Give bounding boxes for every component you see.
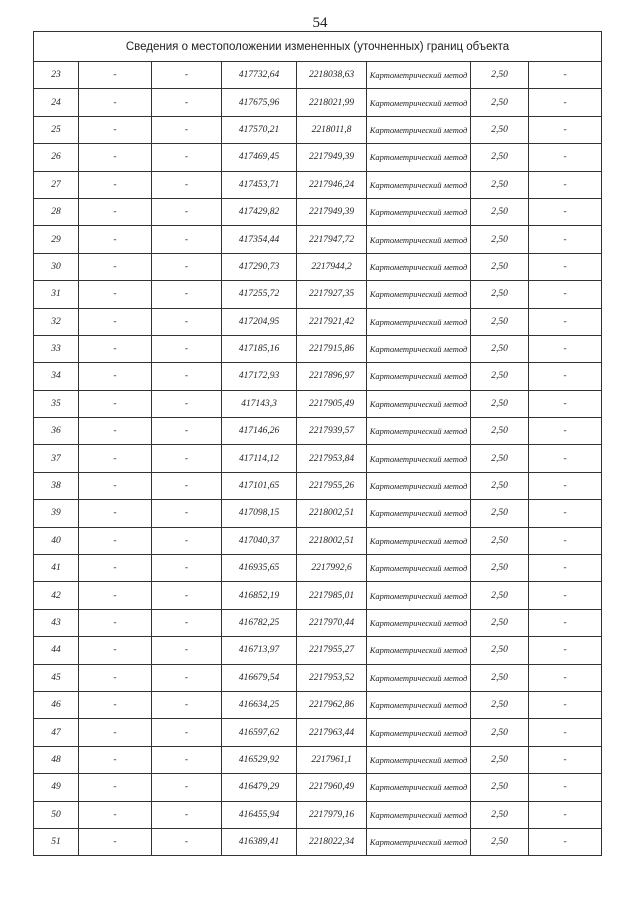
table-row (34, 664, 602, 691)
old-x-cell: - (79, 664, 152, 691)
method-text: Картометрический метод (369, 124, 468, 135)
y-coordinate-cell: 2217960,49 (297, 774, 367, 801)
x-coordinate-cell: 416852,19 (222, 582, 297, 609)
table-row (34, 445, 602, 472)
x-coordinate-cell: 417098,15 (222, 500, 297, 527)
description-cell: - (529, 472, 602, 499)
y-coordinate-cell: 2218002,51 (297, 500, 367, 527)
method-cell (367, 500, 471, 527)
description-cell: - (529, 828, 602, 855)
point-number-cell: 23 (34, 62, 79, 89)
table-row (34, 472, 602, 499)
description-cell: - (529, 226, 602, 253)
method-cell (367, 555, 471, 582)
method-cell (367, 664, 471, 691)
old-x-cell: - (79, 390, 152, 417)
old-y-cell: - (152, 500, 222, 527)
y-coordinate-cell: 2218002,51 (297, 527, 367, 554)
old-y-cell: - (152, 253, 222, 280)
method-cell (367, 828, 471, 855)
y-coordinate-cell: 2217985,01 (297, 582, 367, 609)
point-number-cell: 42 (34, 582, 79, 609)
description-cell: - (529, 363, 602, 390)
description-cell: - (529, 62, 602, 89)
old-x-cell: - (79, 226, 152, 253)
accuracy-cell: 2,50 (471, 472, 529, 499)
x-coordinate-cell: 417255,72 (222, 281, 297, 308)
table-row (34, 527, 602, 554)
table-row (34, 555, 602, 582)
point-number-cell: 50 (34, 801, 79, 828)
old-x-cell: - (79, 691, 152, 718)
method-text: Картометрический метод (369, 535, 468, 546)
method-text: Картометрический метод (369, 563, 468, 574)
method-text: Картометрический метод (369, 371, 468, 382)
x-coordinate-cell: 417469,45 (222, 144, 297, 171)
method-text: Картометрический метод (369, 837, 468, 848)
method-cell (367, 171, 471, 198)
old-y-cell: - (152, 335, 222, 362)
method-text: Картометрический метод (369, 426, 468, 437)
table-row (34, 253, 602, 280)
accuracy-cell: 2,50 (471, 418, 529, 445)
old-y-cell: - (152, 719, 222, 746)
method-cell (367, 281, 471, 308)
table-row (34, 198, 602, 225)
accuracy-cell: 2,50 (471, 637, 529, 664)
accuracy-cell: 2,50 (471, 253, 529, 280)
y-coordinate-cell: 2217953,84 (297, 445, 367, 472)
description-cell: - (529, 500, 602, 527)
y-coordinate-cell: 2217947,72 (297, 226, 367, 253)
old-y-cell: - (152, 774, 222, 801)
description-cell: - (529, 171, 602, 198)
x-coordinate-cell: 417732,64 (222, 62, 297, 89)
method-text: Картометрический метод (369, 727, 468, 738)
method-cell (367, 445, 471, 472)
accuracy-cell: 2,50 (471, 335, 529, 362)
method-text: Картометрический метод (369, 754, 468, 765)
method-cell (367, 801, 471, 828)
method-cell (367, 637, 471, 664)
point-number-cell: 36 (34, 418, 79, 445)
old-x-cell: - (79, 609, 152, 636)
method-cell (367, 774, 471, 801)
method-cell (367, 89, 471, 116)
method-cell (367, 582, 471, 609)
y-coordinate-cell: 2217955,26 (297, 472, 367, 499)
method-cell (367, 335, 471, 362)
description-cell: - (529, 445, 602, 472)
point-number-cell: 28 (34, 198, 79, 225)
old-x-cell: - (79, 418, 152, 445)
old-y-cell: - (152, 664, 222, 691)
description-cell: - (529, 281, 602, 308)
x-coordinate-cell: 416782,25 (222, 609, 297, 636)
old-y-cell: - (152, 144, 222, 171)
old-y-cell: - (152, 226, 222, 253)
y-coordinate-cell: 2217946,24 (297, 171, 367, 198)
method-text: Картометрический метод (369, 261, 468, 272)
method-text: Картометрический метод (369, 316, 468, 327)
description-cell: - (529, 691, 602, 718)
accuracy-cell: 2,50 (471, 774, 529, 801)
accuracy-cell: 2,50 (471, 801, 529, 828)
table-row (34, 719, 602, 746)
method-cell (367, 691, 471, 718)
accuracy-cell: 2,50 (471, 609, 529, 636)
old-y-cell: - (152, 801, 222, 828)
old-y-cell: - (152, 527, 222, 554)
point-number-cell: 30 (34, 253, 79, 280)
page-number: 54 (312, 15, 328, 31)
y-coordinate-cell: 2217915,86 (297, 335, 367, 362)
y-coordinate-cell: 2217896,97 (297, 363, 367, 390)
old-y-cell: - (152, 637, 222, 664)
point-number-cell: 29 (34, 226, 79, 253)
point-number-cell: 40 (34, 527, 79, 554)
description-cell: - (529, 527, 602, 554)
old-x-cell: - (79, 308, 152, 335)
point-number-cell: 33 (34, 335, 79, 362)
y-coordinate-cell: 2217961,1 (297, 746, 367, 773)
old-y-cell: - (152, 582, 222, 609)
point-number-cell: 25 (34, 116, 79, 143)
point-number-cell: 47 (34, 719, 79, 746)
old-y-cell: - (152, 308, 222, 335)
table-row (34, 363, 602, 390)
description-cell: - (529, 774, 602, 801)
table-row (34, 281, 602, 308)
method-cell (367, 418, 471, 445)
accuracy-cell: 2,50 (471, 226, 529, 253)
accuracy-cell: 2,50 (471, 198, 529, 225)
accuracy-cell: 2,50 (471, 171, 529, 198)
old-y-cell: - (152, 828, 222, 855)
method-text: Картометрический метод (369, 398, 468, 409)
accuracy-cell: 2,50 (471, 582, 529, 609)
method-cell (367, 116, 471, 143)
method-text: Картометрический метод (369, 700, 468, 711)
description-cell: - (529, 390, 602, 417)
description-cell: - (529, 89, 602, 116)
y-coordinate-cell: 2217992,6 (297, 555, 367, 582)
x-coordinate-cell: 417143,3 (222, 390, 297, 417)
method-text: Картометрический метод (369, 782, 468, 793)
table-row (34, 226, 602, 253)
old-x-cell: - (79, 555, 152, 582)
description-cell: - (529, 746, 602, 773)
y-coordinate-cell: 2217927,35 (297, 281, 367, 308)
table-row (34, 62, 602, 89)
old-y-cell: - (152, 746, 222, 773)
old-x-cell: - (79, 144, 152, 171)
method-text: Картометрический метод (369, 289, 468, 300)
description-cell: - (529, 719, 602, 746)
x-coordinate-cell: 417172,93 (222, 363, 297, 390)
x-coordinate-cell: 416455,94 (222, 801, 297, 828)
old-x-cell: - (79, 445, 152, 472)
point-number-cell: 26 (34, 144, 79, 171)
y-coordinate-cell: 2217963,44 (297, 719, 367, 746)
y-coordinate-cell: 2217970,44 (297, 609, 367, 636)
y-coordinate-cell: 2218022,34 (297, 828, 367, 855)
old-x-cell: - (79, 335, 152, 362)
accuracy-cell: 2,50 (471, 89, 529, 116)
x-coordinate-cell: 417101,65 (222, 472, 297, 499)
method-text: Картометрический метод (369, 152, 468, 163)
old-y-cell: - (152, 116, 222, 143)
description-cell: - (529, 664, 602, 691)
old-x-cell: - (79, 472, 152, 499)
table-row (34, 500, 602, 527)
point-number-cell: 48 (34, 746, 79, 773)
accuracy-cell: 2,50 (471, 500, 529, 527)
table-body (34, 62, 602, 856)
method-cell (367, 308, 471, 335)
method-text: Картометрический метод (369, 207, 468, 218)
description-cell: - (529, 335, 602, 362)
point-number-cell: 34 (34, 363, 79, 390)
method-text: Картометрический метод (369, 809, 468, 820)
point-number-cell: 45 (34, 664, 79, 691)
x-coordinate-cell: 417114,12 (222, 445, 297, 472)
table-row (34, 418, 602, 445)
table-row (34, 390, 602, 417)
method-cell (367, 144, 471, 171)
method-text: Картометрический метод (369, 97, 468, 108)
point-number-cell: 38 (34, 472, 79, 499)
old-x-cell: - (79, 801, 152, 828)
old-x-cell: - (79, 774, 152, 801)
old-x-cell: - (79, 500, 152, 527)
accuracy-cell: 2,50 (471, 719, 529, 746)
description-cell: - (529, 609, 602, 636)
old-y-cell: - (152, 62, 222, 89)
old-y-cell: - (152, 472, 222, 499)
accuracy-cell: 2,50 (471, 828, 529, 855)
old-x-cell: - (79, 719, 152, 746)
accuracy-cell: 2,50 (471, 363, 529, 390)
old-y-cell: - (152, 198, 222, 225)
old-x-cell: - (79, 281, 152, 308)
accuracy-cell: 2,50 (471, 116, 529, 143)
table-row (34, 335, 602, 362)
table-row (34, 637, 602, 664)
table-row (34, 691, 602, 718)
method-text: Картометрический метод (369, 618, 468, 628)
point-number-cell: 41 (34, 555, 79, 582)
old-y-cell: - (152, 171, 222, 198)
description-cell: - (529, 637, 602, 664)
table-row (34, 171, 602, 198)
old-x-cell: - (79, 527, 152, 554)
method-cell (367, 363, 471, 390)
description-cell: - (529, 116, 602, 143)
old-y-cell: - (152, 609, 222, 636)
method-text: Картометрический метод (369, 645, 468, 656)
point-number-cell: 35 (34, 390, 79, 417)
y-coordinate-cell: 2217905,49 (297, 390, 367, 417)
x-coordinate-cell: 417040,37 (222, 527, 297, 554)
method-cell (367, 609, 471, 636)
table-row (34, 89, 602, 116)
x-coordinate-cell: 417185,16 (222, 335, 297, 362)
x-coordinate-cell: 417429,82 (222, 198, 297, 225)
old-y-cell: - (152, 445, 222, 472)
old-x-cell: - (79, 746, 152, 773)
method-text: Картометрический метод (369, 234, 468, 245)
y-coordinate-cell: 2217949,39 (297, 144, 367, 171)
x-coordinate-cell: 417570,21 (222, 116, 297, 143)
method-cell (367, 62, 471, 89)
accuracy-cell: 2,50 (471, 281, 529, 308)
accuracy-cell: 2,50 (471, 445, 529, 472)
table-row (34, 801, 602, 828)
table-row (34, 144, 602, 171)
method-text: Картометрический метод (369, 344, 468, 355)
old-x-cell: - (79, 198, 152, 225)
method-cell (367, 472, 471, 499)
x-coordinate-cell: 417675,96 (222, 89, 297, 116)
old-x-cell: - (79, 62, 152, 89)
old-x-cell: - (79, 116, 152, 143)
y-coordinate-cell: 2218038,63 (297, 62, 367, 89)
method-text: Картометрический метод (369, 70, 468, 81)
x-coordinate-cell: 416679,54 (222, 664, 297, 691)
accuracy-cell: 2,50 (471, 664, 529, 691)
old-x-cell: - (79, 89, 152, 116)
table-row (34, 774, 602, 801)
x-coordinate-cell: 417453,71 (222, 171, 297, 198)
y-coordinate-cell: 2217962,86 (297, 691, 367, 718)
x-coordinate-cell: 416529,92 (222, 746, 297, 773)
method-cell (367, 253, 471, 280)
method-cell (367, 198, 471, 225)
method-cell (367, 527, 471, 554)
table-row (34, 828, 602, 855)
description-cell: - (529, 555, 602, 582)
description-cell: - (529, 582, 602, 609)
description-cell: - (529, 418, 602, 445)
old-x-cell: - (79, 582, 152, 609)
method-text: Картометрический метод (369, 508, 468, 519)
description-cell: - (529, 198, 602, 225)
old-x-cell: - (79, 253, 152, 280)
description-cell: - (529, 308, 602, 335)
x-coordinate-cell: 416713,97 (222, 637, 297, 664)
x-coordinate-cell: 417204,95 (222, 308, 297, 335)
y-coordinate-cell: 2218021,99 (297, 89, 367, 116)
description-cell: - (529, 253, 602, 280)
table-row (34, 582, 602, 609)
x-coordinate-cell: 416935,65 (222, 555, 297, 582)
table-row (34, 116, 602, 143)
point-number-cell: 24 (34, 89, 79, 116)
method-text: Картометрический метод (369, 672, 468, 683)
old-x-cell: - (79, 363, 152, 390)
description-cell: - (529, 144, 602, 171)
old-y-cell: - (152, 89, 222, 116)
x-coordinate-cell: 416597,62 (222, 719, 297, 746)
old-y-cell: - (152, 691, 222, 718)
old-y-cell: - (152, 418, 222, 445)
old-y-cell: - (152, 363, 222, 390)
method-cell (367, 746, 471, 773)
point-number-cell: 27 (34, 171, 79, 198)
x-coordinate-cell: 416634,25 (222, 691, 297, 718)
point-number-cell: 43 (34, 609, 79, 636)
table-row (34, 609, 602, 636)
old-x-cell: - (79, 171, 152, 198)
point-number-cell: 32 (34, 308, 79, 335)
y-coordinate-cell: 2217949,39 (297, 198, 367, 225)
method-cell (367, 226, 471, 253)
old-y-cell: - (152, 555, 222, 582)
accuracy-cell: 2,50 (471, 390, 529, 417)
accuracy-cell: 2,50 (471, 555, 529, 582)
method-text: Картометрический метод (369, 481, 468, 492)
point-number-cell: 37 (34, 445, 79, 472)
point-number-cell: 51 (34, 828, 79, 855)
old-y-cell: - (152, 281, 222, 308)
x-coordinate-cell: 417146,26 (222, 418, 297, 445)
accuracy-cell: 2,50 (471, 144, 529, 171)
table-title: Сведения о местоположении измененных (уточненных) границ объекта (34, 32, 602, 62)
old-x-cell: - (79, 828, 152, 855)
boundary-table (33, 31, 602, 856)
accuracy-cell: 2,50 (471, 527, 529, 554)
y-coordinate-cell: 2217979,16 (297, 801, 367, 828)
y-coordinate-cell: 2217953,52 (297, 664, 367, 691)
method-text: Картометрический метод (369, 453, 468, 464)
method-cell (367, 390, 471, 417)
method-text: Картометрический метод (369, 590, 468, 601)
x-coordinate-cell: 417290,73 (222, 253, 297, 280)
description-cell: - (529, 801, 602, 828)
y-coordinate-cell: 2217939,57 (297, 418, 367, 445)
x-coordinate-cell: 417354,44 (222, 226, 297, 253)
point-number-cell: 44 (34, 637, 79, 664)
point-number-cell: 31 (34, 281, 79, 308)
y-coordinate-cell: 2217955,27 (297, 637, 367, 664)
table-row (34, 746, 602, 773)
point-number-cell: 39 (34, 500, 79, 527)
accuracy-cell: 2,50 (471, 691, 529, 718)
y-coordinate-cell: 2217944,2 (297, 253, 367, 280)
old-y-cell: - (152, 390, 222, 417)
old-x-cell: - (79, 637, 152, 664)
point-number-cell: 49 (34, 774, 79, 801)
accuracy-cell: 2,50 (471, 308, 529, 335)
method-cell (367, 719, 471, 746)
accuracy-cell: 2,50 (471, 746, 529, 773)
table-row (34, 308, 602, 335)
y-coordinate-cell: 2218011,8 (297, 116, 367, 143)
y-coordinate-cell: 2217921,42 (297, 308, 367, 335)
x-coordinate-cell: 416479,29 (222, 774, 297, 801)
x-coordinate-cell: 416389,41 (222, 828, 297, 855)
point-number-cell: 46 (34, 691, 79, 718)
method-text: Картометрический метод (369, 179, 468, 190)
accuracy-cell: 2,50 (471, 62, 529, 89)
